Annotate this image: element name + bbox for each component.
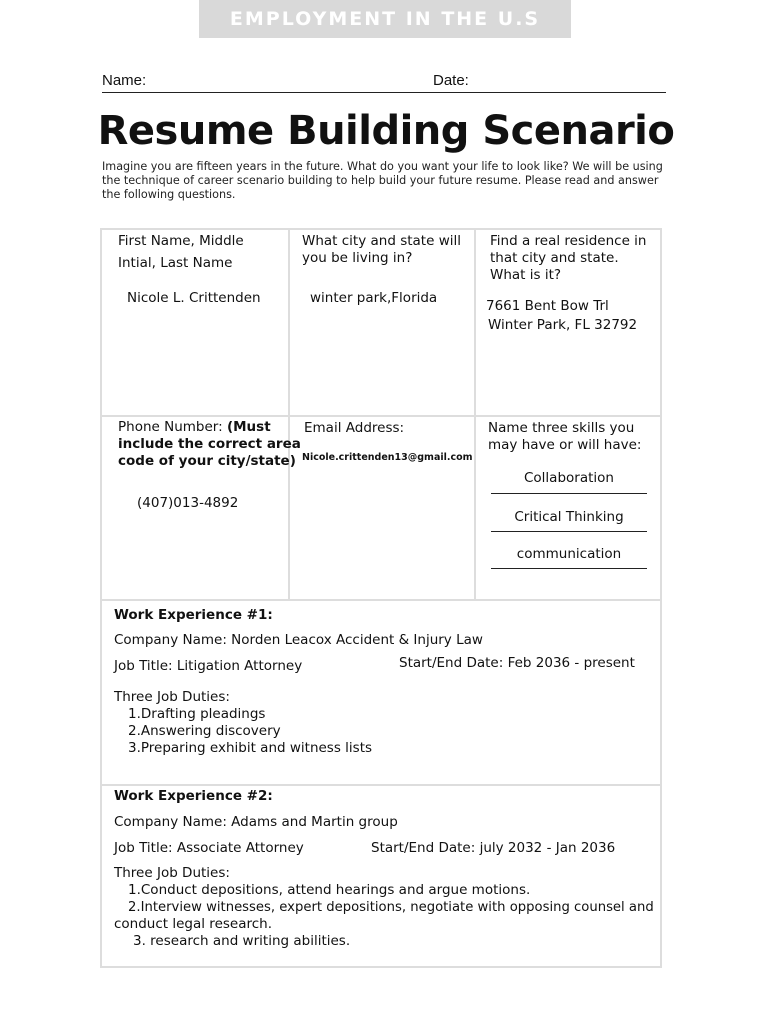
duty-item: 2.Interview witnesses, expert depositions, negotiate with opposing counsel and	[128, 900, 654, 915]
phone-question	[118, 419, 301, 470]
grid-divider	[102, 415, 660, 417]
name-question-line: First Name, Middle	[118, 233, 244, 249]
name-label: Name:	[102, 72, 147, 89]
skill-item: Collaboration	[524, 470, 614, 486]
work-experience-2-heading: Work Experience #2:	[114, 788, 273, 804]
work-experience-1-duties	[114, 689, 372, 757]
skills-question	[488, 420, 641, 454]
duties-label: Three Job Duties:	[114, 689, 230, 705]
name-question	[118, 233, 244, 272]
residence-question-line: Find a real residence in	[490, 233, 647, 249]
skill-underline	[491, 493, 647, 494]
grid-divider	[102, 784, 660, 786]
phone-question-note: code of your city/state)	[118, 453, 296, 469]
skill-item: Critical Thinking	[514, 509, 624, 525]
duty-item: 1.Conduct depositions, attend hearings and argue motions.	[128, 882, 531, 898]
date-label: Date:	[433, 72, 469, 89]
phone-question-note: include the correct area	[118, 436, 301, 452]
duty-item: 2.Answering discovery	[128, 723, 281, 739]
duties-label: Three Job Duties:	[114, 865, 230, 881]
work-experience-1-job-title: Job Title: Litigation Attorney	[114, 658, 303, 674]
residence-question-line: that city and state.	[490, 250, 619, 266]
work-experience-1-company: Company Name: Norden Leacox Accident & Injury Law	[114, 632, 483, 648]
work-experience-2-dates: Start/End Date: july 2032 - Jan 2036	[371, 840, 616, 856]
duty-item: 3. research and writing abilities.	[133, 933, 351, 949]
duty-item-continued: conduct legal research.	[114, 916, 273, 932]
phone-question-text: Phone Number:	[118, 419, 223, 435]
intro-paragraph: Imagine you are fifteen years in the future. What do you want your life to look like? We will be using the technique of career scenario building to help build your future resume. Please read and answer the following questions.	[102, 160, 663, 201]
city-answer: winter park,Florida	[310, 290, 438, 306]
city-question	[302, 233, 461, 267]
city-question-line: What city and state will	[302, 233, 461, 249]
name-date-line	[102, 70, 666, 93]
email-question: Email Address:	[304, 420, 405, 436]
duty-item: 1.Drafting pleadings	[128, 706, 266, 722]
email-answer: Nicole.crittenden13@gmail.com	[302, 452, 473, 463]
employment-banner: EMPLOYMENT IN THE U.S	[199, 0, 571, 38]
phone-answer: (407)013-4892	[137, 495, 239, 511]
work-experience-2-job-title: Job Title: Associate Attorney	[114, 840, 304, 856]
residence-answer	[486, 298, 637, 334]
resume-grid	[100, 228, 662, 968]
skill-underline	[491, 531, 647, 532]
skill-item: communication	[516, 546, 622, 562]
page-title: Resume Building Scenario	[97, 108, 675, 154]
residence-answer-line: 7661 Bent Bow Trl	[486, 298, 609, 314]
duty-item: 3.Preparing exhibit and witness lists	[128, 740, 373, 756]
work-experience-2-company: Company Name: Adams and Martin group	[114, 814, 398, 830]
work-experience-2-duties	[114, 865, 659, 950]
city-question-line: you be living in?	[302, 250, 413, 266]
phone-question-note: (Must	[226, 419, 271, 435]
residence-question-line: What is it?	[490, 267, 562, 283]
residence-answer-line: Winter Park, FL 32792	[488, 317, 638, 333]
skills-question-line: Name three skills you	[488, 420, 635, 436]
grid-divider	[102, 599, 660, 601]
residence-question	[490, 233, 647, 284]
name-question-line: Intial, Last Name	[118, 255, 233, 271]
skill-underline	[491, 568, 647, 569]
work-experience-1-heading: Work Experience #1:	[114, 607, 273, 623]
skills-question-line: may have or will have:	[488, 437, 642, 453]
name-answer: Nicole L. Crittenden	[127, 290, 261, 306]
work-experience-1-dates: Start/End Date: Feb 2036 - present	[399, 655, 635, 671]
